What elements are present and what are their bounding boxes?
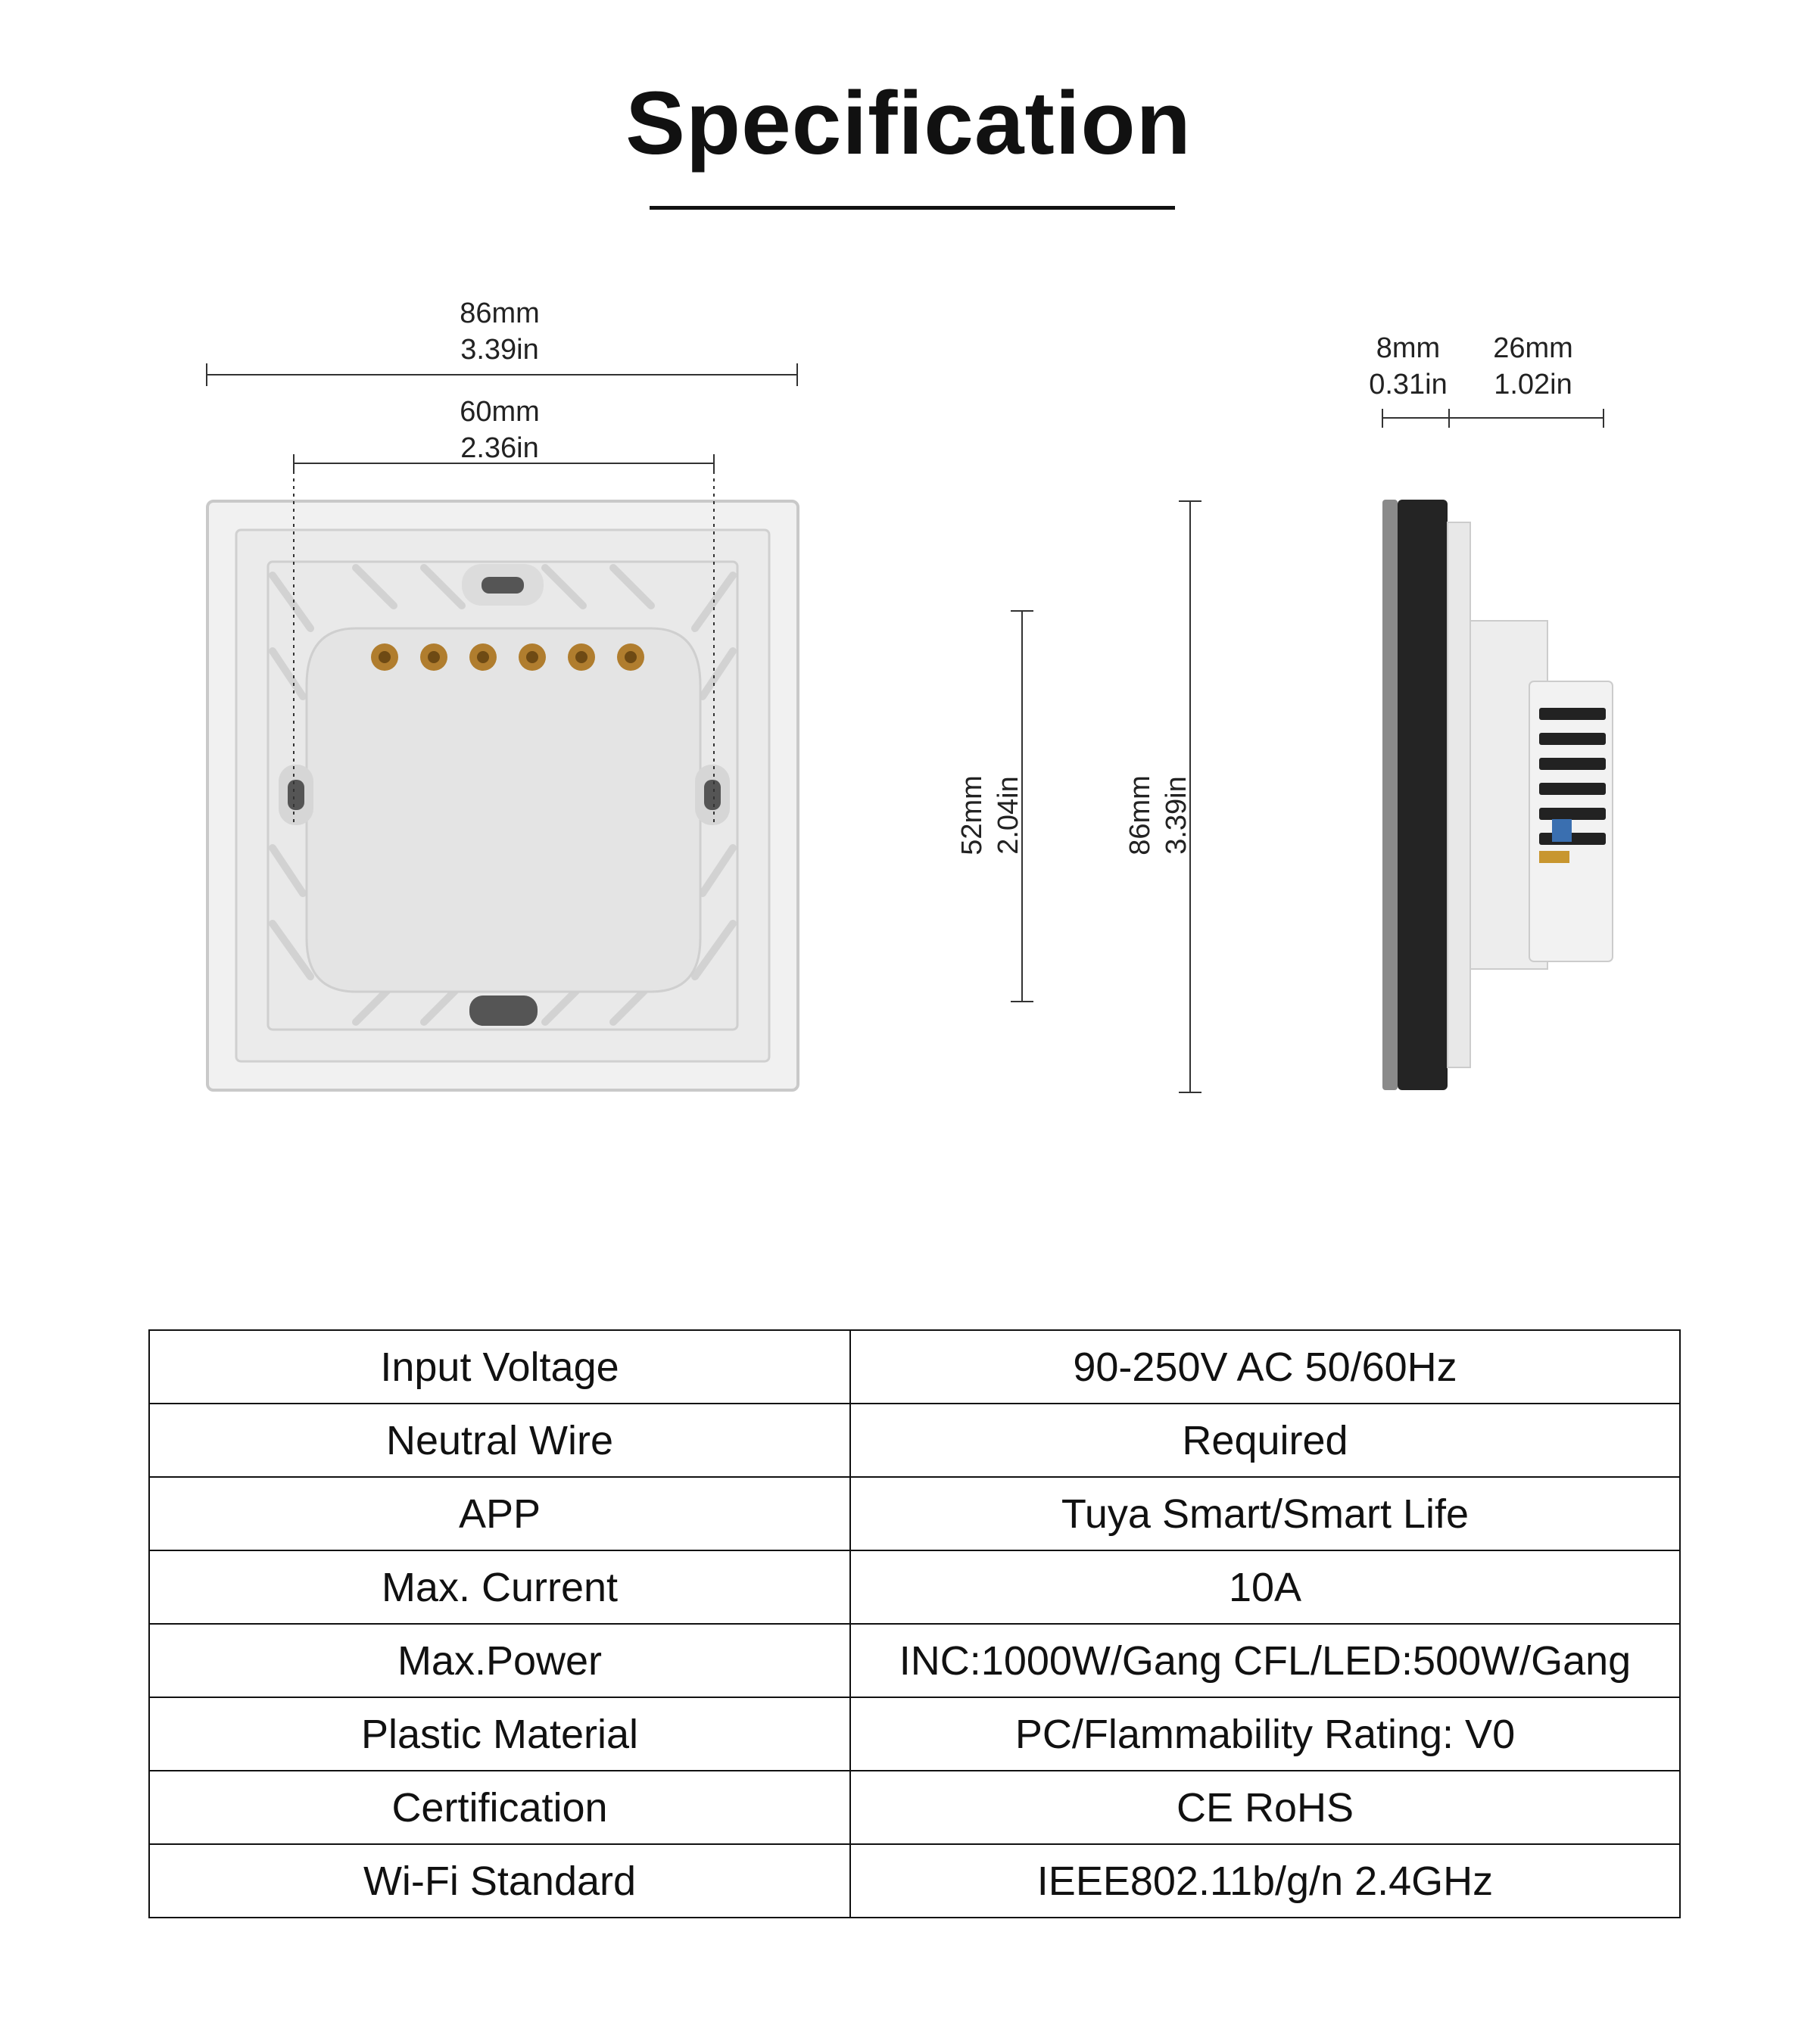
- front-width-dimension-line: [207, 363, 797, 386]
- spec-value: INC:1000W/Gang CFL/LED:500W/Gang: [850, 1624, 1680, 1697]
- spec-value: Required: [850, 1404, 1680, 1477]
- spec-label: Wi-Fi Standard: [149, 1844, 850, 1918]
- hole-spacing-dimension-line: [294, 454, 714, 473]
- spec-label: Max.Power: [149, 1624, 850, 1697]
- module-height-in: 2.04in: [993, 776, 1024, 855]
- module-height-dimension-line: [1011, 611, 1033, 1002]
- switch-side-view: [1382, 500, 1613, 1090]
- panel-depth-mm: 8mm: [1376, 332, 1441, 364]
- spec-label: Plastic Material: [149, 1697, 850, 1771]
- table-row: [149, 1404, 1680, 1477]
- module-height-mm: 52mm: [956, 775, 988, 855]
- front-height-in: 3.39in: [1161, 776, 1192, 855]
- panel-depth-in: 0.31in: [1369, 369, 1448, 400]
- spec-label: APP: [149, 1477, 850, 1550]
- table-row: [149, 1550, 1680, 1624]
- specification-table: [148, 1329, 1681, 1918]
- hole-spacing-in: 2.36in: [460, 432, 539, 464]
- spec-value: PC/Flammability Rating: V0: [850, 1697, 1680, 1771]
- front-width-in: 3.39in: [460, 334, 539, 366]
- title-underline: [650, 206, 1175, 210]
- spec-value: 10A: [850, 1550, 1680, 1624]
- box-depth-in: 1.02in: [1494, 369, 1572, 400]
- front-height-mm: 86mm: [1124, 775, 1156, 855]
- box-depth-mm: 26mm: [1493, 332, 1573, 364]
- spec-label: Certification: [149, 1771, 850, 1844]
- hole-spacing-mm: 60mm: [460, 396, 540, 428]
- spec-label: Input Voltage: [149, 1330, 850, 1404]
- table-row: [149, 1477, 1680, 1550]
- front-height-dimension-line: [1179, 501, 1201, 1092]
- table-row: [149, 1771, 1680, 1844]
- spec-value: 90-250V AC 50/60Hz: [850, 1330, 1680, 1404]
- spec-value: Tuya Smart/Smart Life: [850, 1477, 1680, 1550]
- switch-back-view: [207, 463, 798, 1090]
- spec-value: CE RoHS: [850, 1771, 1680, 1844]
- table-row: [149, 1330, 1680, 1404]
- side-depth-dimension-line: [1382, 409, 1604, 428]
- product-dimension-drawing: [0, 250, 1817, 1136]
- spec-label: Max. Current: [149, 1550, 850, 1624]
- spec-label: Neutral Wire: [149, 1404, 850, 1477]
- table-row: [149, 1697, 1680, 1771]
- front-width-mm: 86mm: [460, 298, 540, 329]
- page-title: Specification: [625, 73, 1192, 173]
- spec-value: IEEE802.11b/g/n 2.4GHz: [850, 1844, 1680, 1918]
- table-row: [149, 1844, 1680, 1918]
- table-row: [149, 1624, 1680, 1697]
